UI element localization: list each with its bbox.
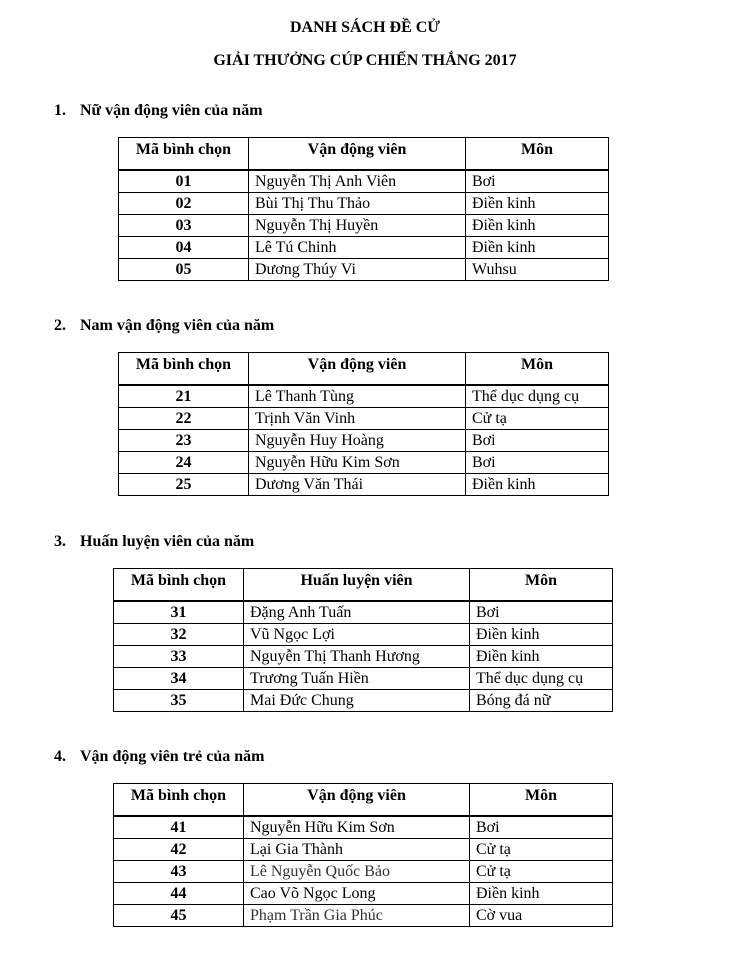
column-header-sport: Môn [466,353,609,386]
sport: Bơi [466,170,609,193]
vote-code: 35 [114,690,244,712]
nominee-name: Nguyễn Hữu Kim Sơn [244,816,470,839]
section-number: 4. [54,748,66,765]
nominee-name: Nguyễn Huy Hoàng [249,430,466,452]
section-heading [54,532,254,552]
section-heading [54,747,264,767]
column-header-name: Vận động viên [249,353,466,386]
vote-code: 25 [119,474,249,496]
table-row [119,385,609,408]
nominee-name: Dương Thúy Vi [249,259,466,281]
sport: Bơi [466,430,609,452]
section-title: Huấn luyện viên của năm [80,533,255,550]
section-title: Nữ vận động viên của năm [80,102,263,119]
sport: Điền kinh [466,237,609,259]
nominee-table [118,137,609,281]
column-header-name: Vận động viên [249,138,466,171]
nominee-name: Lê Thanh Tùng [249,385,466,408]
nominee-table [113,568,613,712]
sport: Thể dục dụng cụ [470,668,613,690]
nominee-name: Nguyễn Thị Thanh Hương [244,646,470,668]
sport: Cử tạ [470,861,613,883]
vote-code: 31 [114,601,244,624]
sport: Bơi [466,452,609,474]
vote-code: 45 [114,905,244,927]
table-header-row [119,138,609,171]
nominee-name: Vũ Ngọc Lợi [244,624,470,646]
section-number: 1. [54,102,66,119]
column-header-code: Mã bình chọn [114,569,244,602]
sport: Điền kinh [470,883,613,905]
table-row [114,861,613,883]
sport: Wuhsu [466,259,609,281]
table-row [114,839,613,861]
vote-code: 02 [119,193,249,215]
vote-code: 22 [119,408,249,430]
sport: Điền kinh [470,624,613,646]
table-row [114,624,613,646]
sport: Thể dục dụng cụ [466,385,609,408]
table-row [114,668,613,690]
nominee-name: Phạm Trần Gia Phúc [244,905,470,927]
section-title: Vận động viên trẻ của năm [80,748,265,765]
vote-code: 41 [114,816,244,839]
table-row [114,601,613,624]
nominee-name: Nguyễn Thị Anh Viên [249,170,466,193]
sport: Bơi [470,601,613,624]
section-heading [54,316,274,336]
nominee-name: Mai Đức Chung [244,690,470,712]
vote-code: 23 [119,430,249,452]
table-header-row [114,569,613,602]
vote-code: 34 [114,668,244,690]
table-row [114,646,613,668]
column-header-name: Huấn luyện viên [244,569,470,602]
nominee-name: Dương Văn Thái [249,474,466,496]
document-title: DANH SÁCH ĐỀ CỬ [289,19,441,36]
sport: Bóng đá nữ [470,690,613,712]
vote-code: 33 [114,646,244,668]
vote-code: 44 [114,883,244,905]
vote-code: 32 [114,624,244,646]
column-header-code: Mã bình chọn [119,353,249,386]
vote-code: 24 [119,452,249,474]
column-header-sport: Môn [470,784,613,817]
nominee-table [118,352,609,496]
section-number: 2. [54,317,66,334]
sport: Điền kinh [470,646,613,668]
section-heading [54,101,263,121]
vote-code: 03 [119,215,249,237]
vote-code: 05 [119,259,249,281]
sport: Điền kinh [466,474,609,496]
sport: Điền kinh [466,215,609,237]
vote-code: 43 [114,861,244,883]
sport: Điền kinh [466,193,609,215]
column-header-code: Mã bình chọn [119,138,249,171]
section-title: Nam vận động viên của năm [80,317,275,334]
column-header-name: Vận động viên [244,784,470,817]
sport: Cờ vua [470,905,613,927]
table-row [119,408,609,430]
column-header-code: Mã bình chọn [114,784,244,817]
table-row [119,193,609,215]
column-header-sport: Môn [470,569,613,602]
table-row [119,430,609,452]
table-row [114,905,613,927]
table-row [114,883,613,905]
sport: Bơi [470,816,613,839]
nominee-name: Cao Võ Ngọc Long [244,883,470,905]
nominee-name: Nguyễn Hữu Kim Sơn [249,452,466,474]
table-row [114,690,613,712]
table-row [119,215,609,237]
nominee-name: Trương Tuấn Hiền [244,668,470,690]
vote-code: 01 [119,170,249,193]
nominee-name: Lại Gia Thành [244,839,470,861]
table-row [119,237,609,259]
nominee-name: Nguyễn Thị Huyền [249,215,466,237]
nominee-name: Lê Tú Chinh [249,237,466,259]
table-header-row [114,784,613,817]
table-row [119,474,609,496]
table-row [119,452,609,474]
vote-code: 04 [119,237,249,259]
sport: Cử tạ [466,408,609,430]
table-row [119,259,609,281]
nominee-name: Trịnh Văn Vinh [249,408,466,430]
table-header-row [119,353,609,386]
section-number: 3. [54,533,66,550]
table-row [114,816,613,839]
vote-code: 42 [114,839,244,861]
nominee-name: Đặng Anh Tuấn [244,601,470,624]
vote-code: 21 [119,385,249,408]
nominee-name: Lê Nguyễn Quốc Bảo [244,861,470,883]
nominee-name: Bùi Thị Thu Thảo [249,193,466,215]
document-subtitle: GIẢI THƯỞNG CÚP CHIẾN THẮNG 2017 [213,52,517,69]
sport: Cử tạ [470,839,613,861]
nominee-table [113,783,613,927]
table-row [119,170,609,193]
column-header-sport: Môn [466,138,609,171]
